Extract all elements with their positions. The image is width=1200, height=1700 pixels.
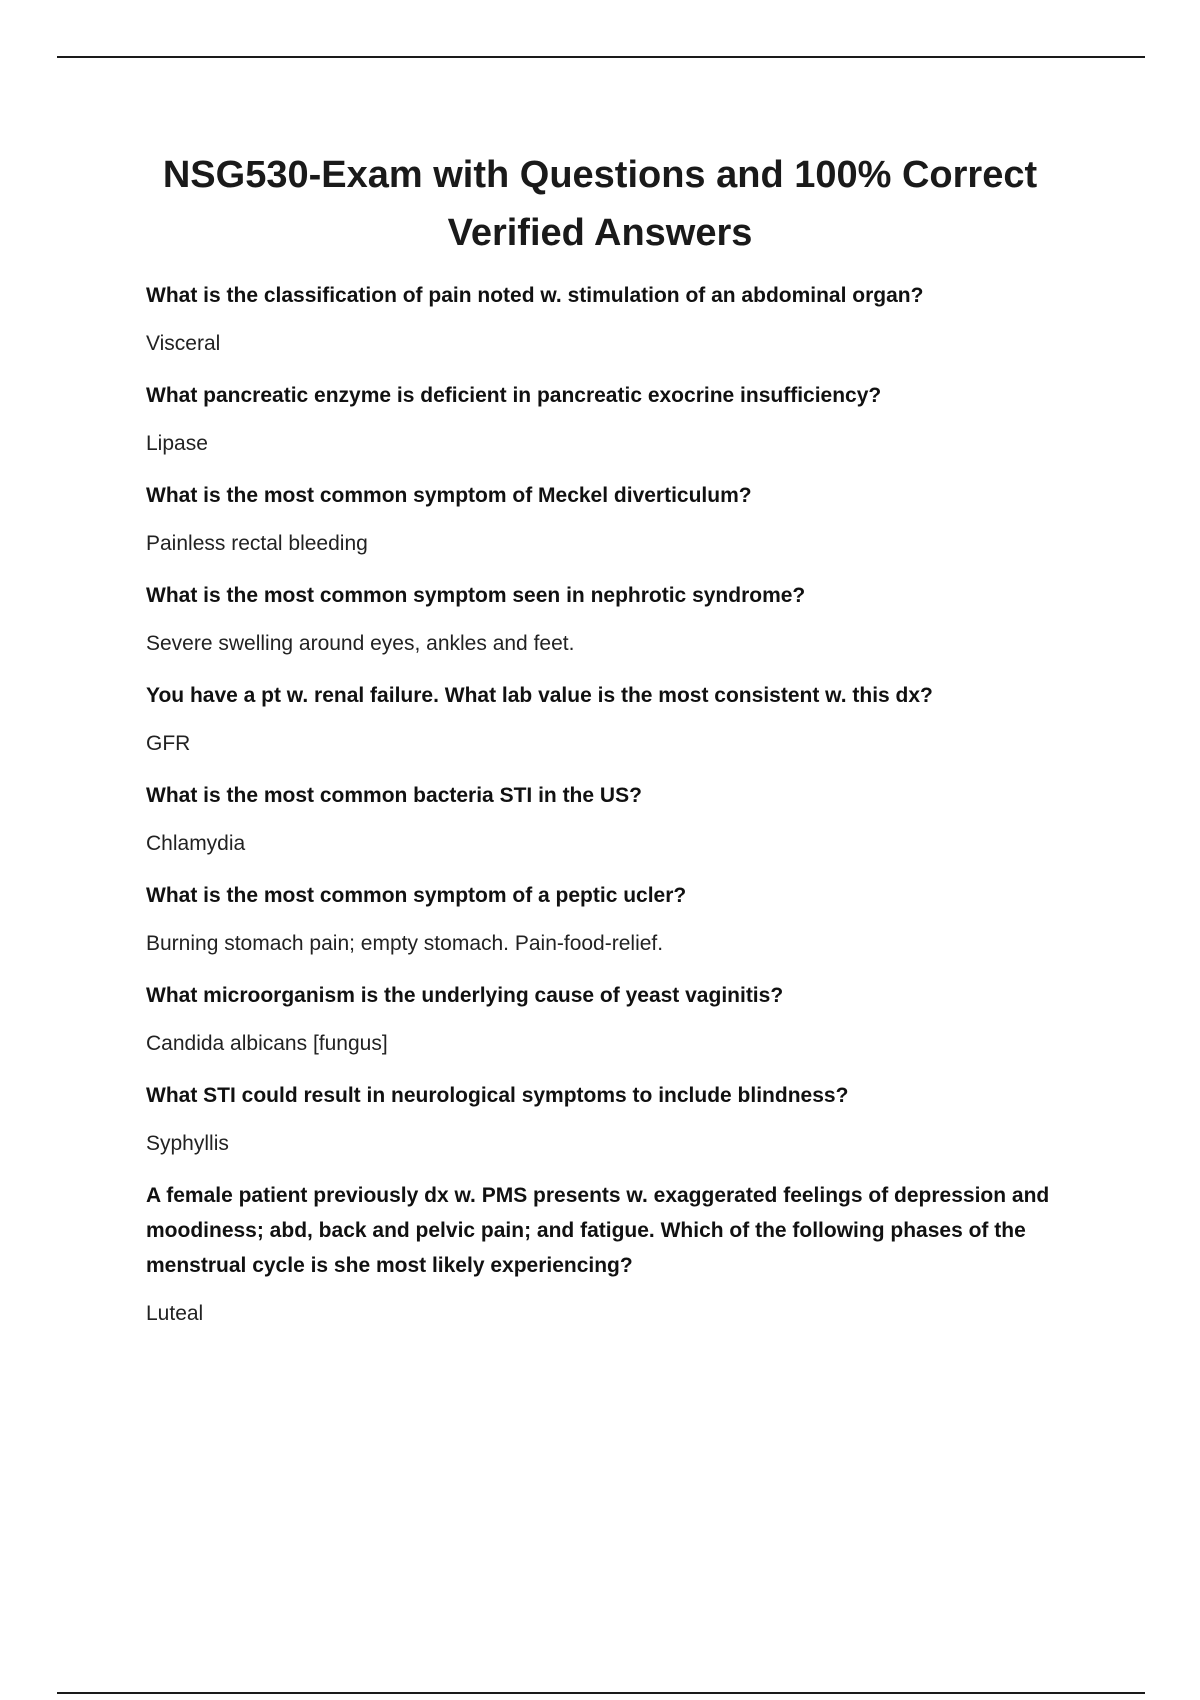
question-text: What is the most common symptom seen in nephrotic syndrome?: [146, 584, 806, 607]
qa-item: [146, 378, 1096, 461]
answer-text: Burning stomach pain; empty stomach. Pain-food-relief.: [146, 932, 664, 955]
footer-rule: [57, 1692, 1145, 1694]
answer-text: Lipase: [146, 432, 208, 455]
answer-text: Visceral: [146, 332, 221, 355]
answer-text: GFR: [146, 732, 191, 755]
qa-item: [146, 978, 1096, 1061]
answer-text: Syphyllis: [146, 1132, 229, 1155]
question-text: What is the classification of pain noted w. stimulation of an abdominal organ?: [146, 284, 924, 307]
question-text: What is the most common bacteria STI in the US?: [146, 784, 642, 807]
qa-item: [146, 478, 1096, 561]
qa-item: [146, 1178, 1096, 1331]
answer-text: Luteal: [146, 1302, 204, 1325]
qa-list: [146, 278, 1096, 1348]
answer-text: Painless rectal bleeding: [146, 532, 368, 555]
qa-item: [146, 878, 1096, 961]
question-text: What STI could result in neurological symptoms to include blindness?: [146, 1084, 849, 1107]
header-rule: [57, 56, 1145, 58]
question-text: What microorganism is the underlying cause of yeast vaginitis?: [146, 984, 784, 1007]
question-text: A female patient previously dx w. PMS presents w. exaggerated feelings of depression and moodiness; abd, back and pelvic pain; and fatigue. Which of the following phases of the menstrual cycle is she most likely experiencing?: [146, 1184, 1050, 1277]
answer-text: Chlamydia: [146, 832, 246, 855]
answer-text: Severe swelling around eyes, ankles and feet.: [146, 632, 575, 655]
document-title: NSG530-Exam with Questions and 100% Correct Verified Answers: [162, 154, 1038, 254]
question-text: What pancreatic enzyme is deficient in pancreatic exocrine insufficiency?: [146, 384, 882, 407]
answer-text: Candida albicans [fungus]: [146, 1032, 388, 1055]
qa-item: [146, 578, 1096, 661]
qa-item: [146, 1078, 1096, 1161]
qa-item: [146, 278, 1096, 361]
qa-item: [146, 678, 1096, 761]
question-text: You have a pt w. renal failure. What lab value is the most consistent w. this dx?: [146, 684, 933, 707]
question-text: What is the most common symptom of Meckel diverticulum?: [146, 484, 752, 507]
qa-item: [146, 778, 1096, 861]
question-text: What is the most common symptom of a peptic ucler?: [146, 884, 687, 907]
